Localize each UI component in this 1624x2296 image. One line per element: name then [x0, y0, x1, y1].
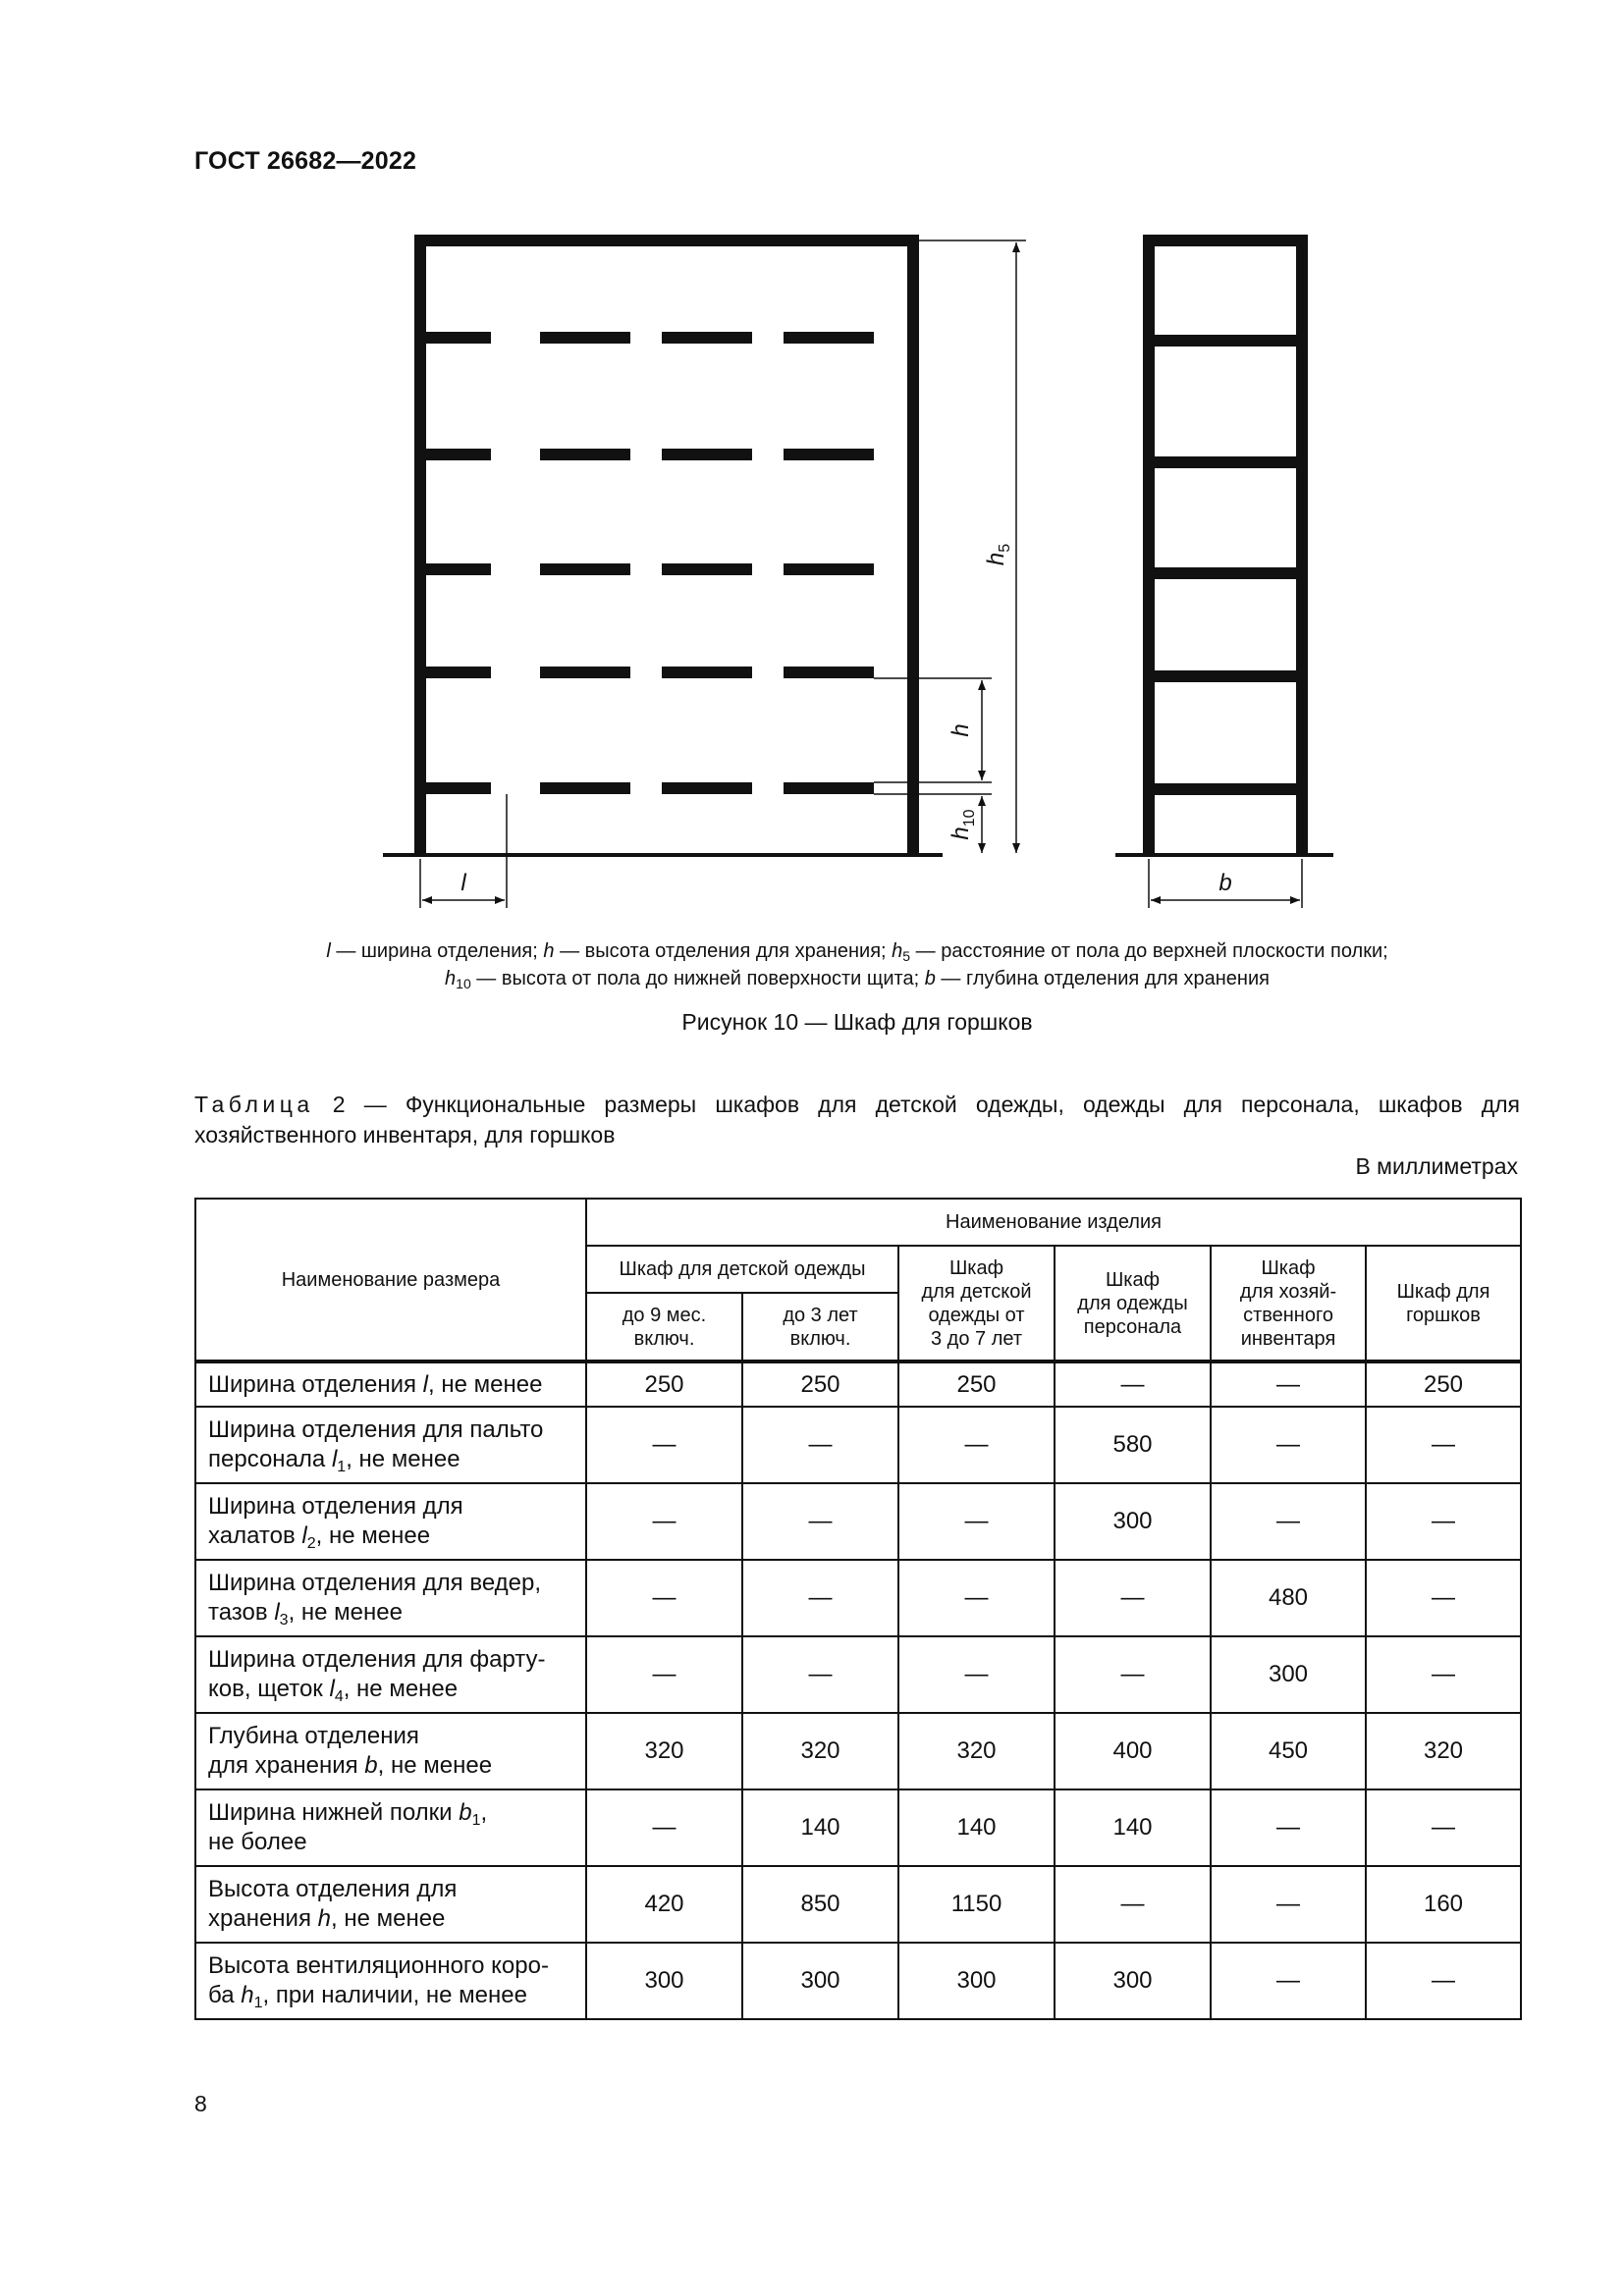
- row-value: 300: [586, 1943, 742, 2019]
- row-value: —: [1366, 1407, 1521, 1483]
- legend-line-2: $h_{10}$ — высота от пола до нижней поверхности щита; b — глубина отделения для хранения: [445, 968, 1270, 991]
- row-size-name: Ширина отделения для пальто персонала $l_1$, не менее: [195, 1407, 586, 1483]
- row-value: —: [586, 1483, 742, 1560]
- row-value: 300: [1055, 1943, 1211, 2019]
- row-value: 400: [1055, 1713, 1211, 1789]
- side-top-panel: [1143, 235, 1308, 246]
- header-under-9m: до 9 мес. включ.: [586, 1293, 742, 1362]
- row-value: 140: [1055, 1789, 1211, 1866]
- row-value: 140: [742, 1789, 898, 1866]
- row-value: 250: [742, 1362, 898, 1407]
- table-row: [195, 1789, 1521, 1866]
- row-value: —: [1055, 1560, 1211, 1636]
- table-row: [195, 1866, 1521, 1943]
- row-value: —: [1211, 1866, 1366, 1943]
- row-value: 580: [1055, 1407, 1211, 1483]
- row-value: —: [742, 1560, 898, 1636]
- row-value: —: [898, 1483, 1055, 1560]
- legend-line-1: l — ширина отделения; h — высота отделения для хранения; $h_5$ — расстояние от пола до верхней плоскости полки;: [326, 940, 1388, 964]
- row-value: —: [898, 1636, 1055, 1713]
- row-value: —: [1366, 1483, 1521, 1560]
- row-value: —: [898, 1407, 1055, 1483]
- table-row: [195, 1713, 1521, 1789]
- row-value: —: [1366, 1943, 1521, 2019]
- row-value: 480: [1211, 1560, 1366, 1636]
- header-household: Шкаф для хозяй- ственного инвентаря: [1211, 1246, 1366, 1362]
- row-value: —: [742, 1407, 898, 1483]
- side-view: [1115, 235, 1333, 908]
- row-value: —: [1211, 1789, 1366, 1866]
- row-value: —: [742, 1636, 898, 1713]
- row-size-name: Ширина отделения для фарту- ков, щеток $l_4$, не менее: [195, 1636, 586, 1713]
- h-label: h: [947, 723, 974, 737]
- front-right-post: [907, 235, 919, 855]
- row-value: —: [1211, 1362, 1366, 1407]
- row-value: —: [586, 1789, 742, 1866]
- row-value: —: [1211, 1943, 1366, 2019]
- row-value: 450: [1211, 1713, 1366, 1789]
- row-value: 300: [742, 1943, 898, 2019]
- table-units: В миллиметрах: [1355, 1153, 1518, 1179]
- table-row: [195, 1407, 1521, 1483]
- side-shelves: [1155, 335, 1296, 795]
- l-label: l: [460, 870, 466, 896]
- table-body: [195, 1362, 1521, 2019]
- row-value: 300: [898, 1943, 1055, 2019]
- row-value: 320: [1366, 1713, 1521, 1789]
- side-left-post: [1143, 235, 1155, 855]
- b-label: b: [1218, 870, 1232, 896]
- header-children-3-7: Шкаф для детской одежды от 3 до 7 лет: [898, 1246, 1055, 1362]
- row-value: —: [1055, 1866, 1211, 1943]
- row-value: 320: [586, 1713, 742, 1789]
- table-title-text: 2 — Функциональные размеры шкафов для детской одежды, одежды для персонала, шкафов для хозяйственного инвентаря, для горшков: [194, 1092, 1520, 1148]
- row-size-name: Ширина нижней полки $b_1$, не более: [195, 1789, 586, 1866]
- row-value: 160: [1366, 1866, 1521, 1943]
- table-title-label: Таблица: [194, 1092, 314, 1117]
- row-value: —: [1366, 1560, 1521, 1636]
- row-size-name: Высота вентиляционного коро- ба $h_1$, при наличии, не менее: [195, 1943, 586, 2019]
- table-row: [195, 1483, 1521, 1560]
- table-row: [195, 1636, 1521, 1713]
- row-size-name: Глубина отделения для хранения b, не менее: [195, 1713, 586, 1789]
- document-id: ГОСТ 26682—2022: [194, 147, 417, 175]
- row-value: —: [586, 1636, 742, 1713]
- row-value: —: [1366, 1636, 1521, 1713]
- row-value: 250: [1366, 1362, 1521, 1407]
- row-value: 300: [1055, 1483, 1211, 1560]
- row-value: —: [1055, 1636, 1211, 1713]
- header-staff: Шкаф для одежды персонала: [1055, 1246, 1211, 1362]
- front-view: [383, 235, 1026, 908]
- header-product-name: Наименование изделия: [586, 1199, 1521, 1246]
- cabinet-figure: [373, 221, 1345, 928]
- front-shelves: [426, 332, 874, 794]
- row-value: 850: [742, 1866, 898, 1943]
- row-value: —: [1366, 1789, 1521, 1866]
- figure-caption: Рисунок 10 — Шкаф для горшков: [681, 1009, 1033, 1035]
- row-value: —: [898, 1560, 1055, 1636]
- row-size-name: Ширина отделения l, не менее: [195, 1362, 586, 1407]
- figure-legend: [196, 937, 1518, 992]
- row-value: 320: [898, 1713, 1055, 1789]
- front-left-post: [414, 235, 426, 855]
- h5-label: $h_5$: [983, 543, 1013, 566]
- table-row: [195, 1560, 1521, 1636]
- header-under-3y: до 3 лет включ.: [742, 1293, 898, 1362]
- row-value: 320: [742, 1713, 898, 1789]
- row-value: 420: [586, 1866, 742, 1943]
- row-value: 140: [898, 1789, 1055, 1866]
- table-title: [194, 1090, 1520, 1150]
- row-value: 250: [898, 1362, 1055, 1407]
- row-value: —: [586, 1407, 742, 1483]
- row-value: —: [742, 1483, 898, 1560]
- table-row: [195, 1362, 1521, 1407]
- row-value: —: [1211, 1407, 1366, 1483]
- row-value: 1150: [898, 1866, 1055, 1943]
- page-number: 8: [194, 2091, 207, 2116]
- header-size-name: Наименование размера: [195, 1199, 586, 1362]
- row-value: 300: [1211, 1636, 1366, 1713]
- header-children-wardrobe: Шкаф для детской одежды: [586, 1246, 898, 1293]
- row-size-name: Ширина отделения для ведер, тазов $l_3$, не менее: [195, 1560, 586, 1636]
- side-right-post: [1296, 235, 1308, 855]
- row-value: 250: [586, 1362, 742, 1407]
- row-size-name: Ширина отделения для халатов $l_2$, не менее: [195, 1483, 586, 1560]
- row-size-name: Высота отделения для хранения h, не менее: [195, 1866, 586, 1943]
- h10-label: $h_{10}$: [947, 809, 978, 840]
- header-potty: Шкаф для горшков: [1366, 1246, 1521, 1362]
- dimensions-table: [194, 1198, 1522, 2020]
- front-top-panel: [414, 235, 919, 246]
- row-value: —: [1211, 1483, 1366, 1560]
- row-value: —: [1055, 1362, 1211, 1407]
- table-row: [195, 1943, 1521, 2019]
- row-value: —: [586, 1560, 742, 1636]
